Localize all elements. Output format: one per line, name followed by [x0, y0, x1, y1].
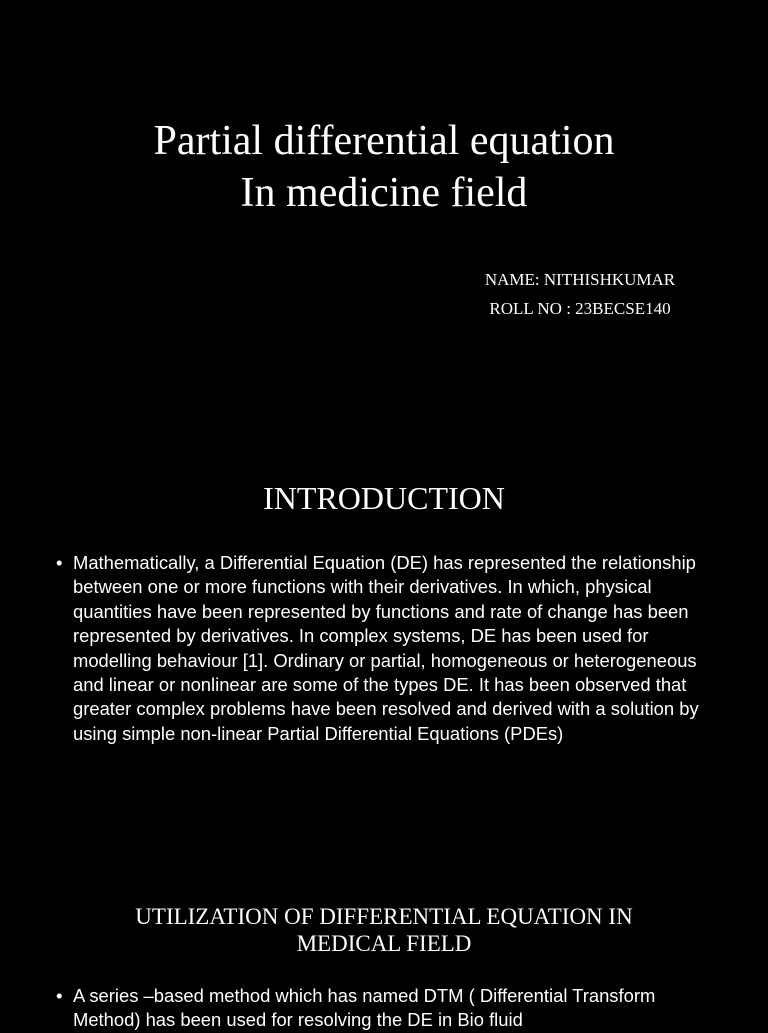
- introduction-bullet: [56, 551, 706, 746]
- utilization-bullet: [56, 984, 706, 1033]
- utilization-heading-line-2: MEDICAL FIELD: [296, 931, 472, 956]
- bullet-icon: •: [56, 552, 63, 573]
- author-info: [430, 265, 730, 323]
- roll-number: ROLL NO : 23BECSE140: [489, 299, 671, 318]
- utilization-heading: [0, 903, 768, 957]
- slide-title: [0, 115, 768, 219]
- author-name: NAME: NITHISHKUMAR: [484, 270, 676, 289]
- introduction-text: Mathematically, a Differential Equation (DE) has represented the relationship between one or more functions with their derivatives. In which, physical quantities have been represented by functions and rate of change has been represented by derivatives. In complex systems, DE has been used for modelling behaviour [1]. Ordinary or partial, homogeneous or heterogeneous and linear or nonlinear are some of the types DE. It has been observed that greater complex problems have been resolved and derived with a solution by using simple non-linear Partial Differential Equations (PDEs): [73, 552, 699, 744]
- utilization-text: A series –based method which has named DTM ( Differential Transform Method) has been used for resolving the DE in Bio fluid: [73, 985, 656, 1031]
- slide-title-line-1: Partial differential equation: [153, 118, 615, 164]
- bullet-icon: •: [56, 985, 63, 1006]
- utilization-heading-line-1: UTILIZATION OF DIFFERENTIAL EQUATION IN: [135, 904, 633, 929]
- slide-title-line-2: In medicine field: [240, 170, 528, 216]
- introduction-heading: INTRODUCTION: [263, 480, 505, 516]
